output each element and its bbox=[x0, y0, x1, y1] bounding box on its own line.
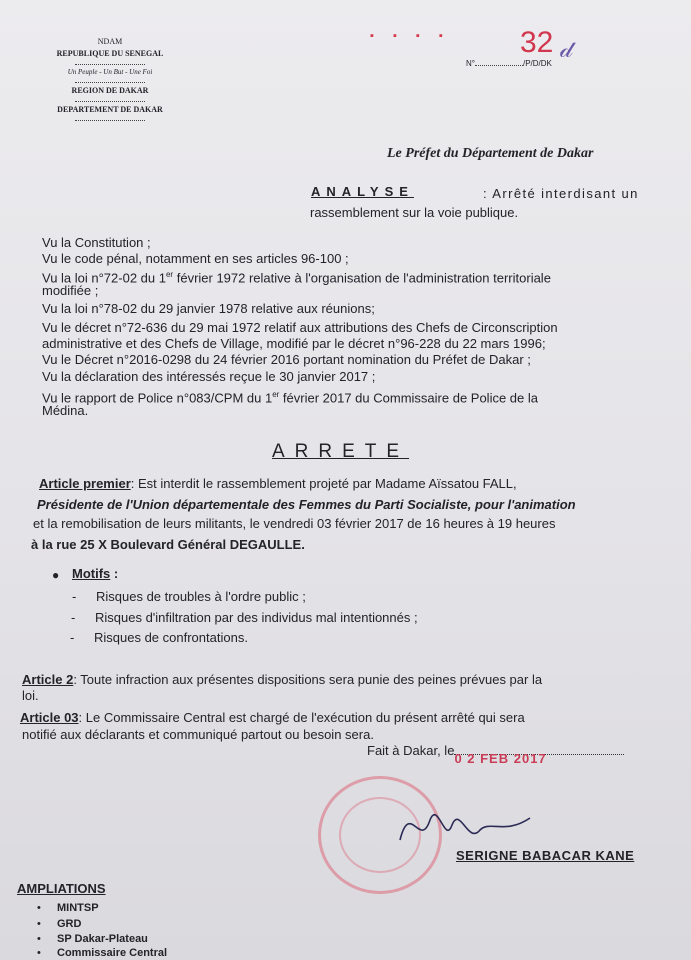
article-3-line2: notifié aux déclarants et communiqué partout ou besoin sera. bbox=[22, 727, 374, 742]
vu-medina: Médina. bbox=[42, 403, 89, 418]
motif-item-text: Risques de troubles à l'ordre public ; bbox=[96, 589, 306, 604]
bullet-icon: ● bbox=[52, 568, 60, 582]
motif-item-text: Risques d'infiltration par des individus mal intentionnés ; bbox=[95, 610, 418, 625]
vu-decret-72-636: Vu le décret n°72-636 du 29 mai 1972 relatif aux attributions des Chefs de Circonscription bbox=[42, 320, 558, 335]
fait-a-dakar bbox=[367, 743, 624, 766]
bullet-icon: • bbox=[37, 918, 41, 930]
analyse-text-line2: rassemblement sur la voie publique. bbox=[310, 205, 519, 220]
bullet-icon: • bbox=[37, 933, 41, 945]
date-stamp: 0 2 FEB 2017 bbox=[454, 751, 547, 766]
ampliation-item: MINTSP bbox=[57, 902, 99, 914]
signatory-name: SERIGNE BABACAR KANE bbox=[456, 848, 635, 863]
article-3-label: Article 03 bbox=[20, 710, 79, 725]
article-premier-text: : Est interdit le rassemblement projeté par Madame Aïssatou FALL, bbox=[130, 476, 517, 491]
vu-decret-72-636-cont: administrative et des Chefs de Village, modifié par le décret n°96-228 du 22 mars 1996; bbox=[42, 336, 546, 351]
reference-no-label: N° bbox=[466, 59, 475, 68]
motifs-colon: : bbox=[110, 566, 119, 581]
dotted-separator bbox=[75, 80, 145, 83]
reference-suffix bbox=[466, 59, 552, 68]
article-2-line1 bbox=[22, 670, 542, 690]
fait-text: Fait à Dakar, le bbox=[367, 743, 455, 758]
republic-label: REPUBLIQUE DU SENEGAL bbox=[56, 49, 164, 58]
analyse-label: ANALYSE bbox=[311, 184, 414, 199]
letterhead bbox=[30, 38, 190, 125]
ampliation-item: Commissaire Central bbox=[57, 947, 168, 959]
motifs-heading bbox=[72, 566, 118, 581]
article-premier-label: Article premier bbox=[39, 476, 131, 491]
arrete-title: ARRETE bbox=[272, 441, 410, 462]
vu-loi-78-02: Vu la loi n°78-02 du 29 janvier 1978 relative aux réunions; bbox=[42, 301, 375, 316]
vu-declaration: Vu la déclaration des intéressés reçue le 30 janvier 2017 ; bbox=[42, 369, 376, 384]
dotted-separator bbox=[75, 99, 145, 102]
motif-item-text: Risques de confrontations. bbox=[94, 630, 248, 645]
superscript: er bbox=[165, 270, 174, 279]
article-premier-line1 bbox=[39, 474, 517, 494]
vu-constitution: Vu la Constitution ; bbox=[42, 235, 151, 250]
vu-modifiee: modifiée ; bbox=[42, 283, 99, 298]
dotted-separator bbox=[75, 118, 145, 121]
analyse-text-line1: : Arrêté interdisant un bbox=[483, 186, 639, 201]
motif-item: - bbox=[72, 589, 77, 604]
article-3-text: : Le Commissaire Central est chargé de l'exécution du présent arrêté qui sera bbox=[78, 710, 525, 725]
article-premier-line2: Présidente de l'Union départementale des Femmes du Parti Socialiste, pour l'animation bbox=[37, 497, 576, 512]
article-2-text: : Toute infraction aux présentes dispositions sera punie des peines prévues par la bbox=[73, 672, 543, 687]
bullet-icon: • bbox=[37, 947, 41, 959]
vu-rapport-text: Vu le rapport de Police n°083/CPM du 1 bbox=[42, 390, 273, 406]
dotted-separator bbox=[75, 62, 145, 65]
article-2-line2: loi. bbox=[22, 688, 39, 703]
region-label: REGION DE DAKAR bbox=[71, 86, 149, 95]
superscript: er bbox=[272, 390, 280, 399]
ampliation-item: SP Dakar-Plateau bbox=[57, 933, 148, 945]
article-premier-line4: à la rue 25 X Boulevard Général DEGAULLE. bbox=[31, 537, 305, 552]
vu-rapport-police bbox=[42, 387, 538, 406]
vu-code-penal: Vu le code pénal, notamment en ses articles 96-100 ; bbox=[42, 251, 349, 266]
national-motto: Un Peuple - Un But - Une Foi bbox=[67, 68, 153, 76]
reference-suffix-text: /P/D/DK bbox=[522, 59, 552, 68]
motif-item: - bbox=[70, 630, 75, 645]
ampliation-item: GRD bbox=[57, 918, 82, 930]
ampliations-title: AMPLIATIONS bbox=[17, 881, 106, 896]
reference-number: 32 bbox=[520, 26, 554, 59]
handwritten-mark-icon: 𝒹 bbox=[560, 36, 573, 63]
vu-loi-72-02 bbox=[42, 267, 551, 286]
prefet-title: Le Préfet du Département de Dakar bbox=[387, 146, 594, 161]
motifs-label: Motifs bbox=[72, 566, 111, 581]
bullet-icon: • bbox=[37, 902, 41, 914]
vu-rapport-text: février 2017 du Commissaire de Police de la bbox=[279, 390, 538, 406]
article-2-label: Article 2 bbox=[22, 672, 74, 687]
motif-item: - bbox=[71, 610, 76, 625]
vu-loi-72-02-text: février 1972 relative à l'organisation de l'administration territoriale bbox=[173, 270, 551, 286]
department-label: DEPARTEMENT DE DAKAR bbox=[57, 105, 163, 114]
vu-decret-2016: Vu le Décret n°2016-0298 du 24 février 2016 portant nomination du Préfet de Dakar ; bbox=[42, 352, 531, 367]
ndam-label: NDAM bbox=[97, 37, 123, 46]
article-premier-line3: et la remobilisation de leurs militants, le vendredi 03 février 2017 de 16 heures à 19 heures bbox=[33, 516, 556, 531]
ref-stamp-marks: ▪ ▪ ▪ ▪ bbox=[370, 30, 451, 42]
vu-loi-72-02-text: Vu la loi n°72-02 du 1 bbox=[42, 270, 166, 286]
